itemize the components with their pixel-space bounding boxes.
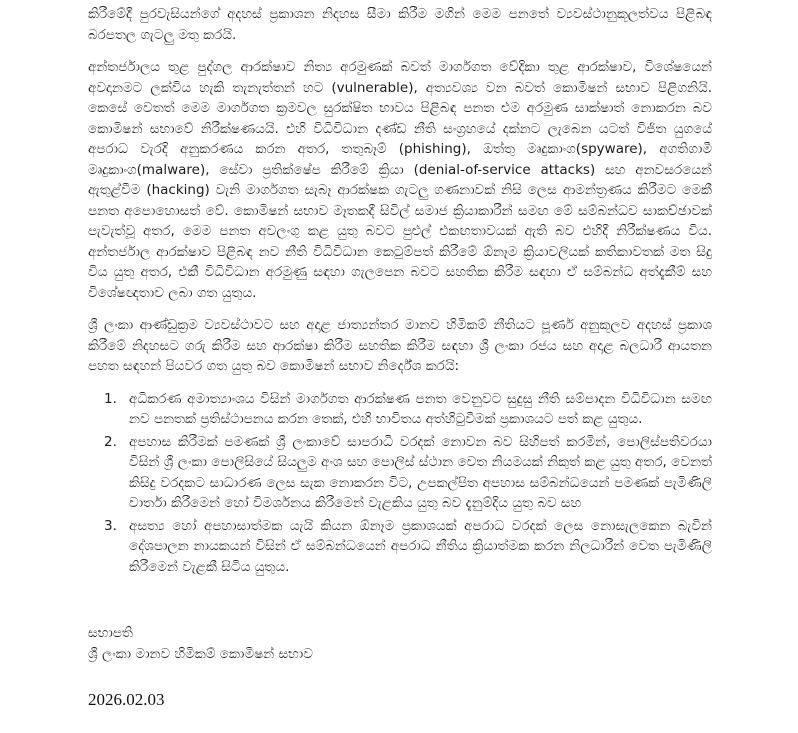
list-number-3: 3. — [104, 517, 117, 534]
recommendation-text-3: අසත්‍ය හෝ අපහාසාත්මක යැයි කියන ඕනෑම ප්‍රකාශයක් අපරාධ වරදක් ලෙස නොසැලකෙන බැවින් දේශපාලන නායකයන් විසින් ඒ සම්බන්ධයෙන් අපරාධ නීතිය ක්‍රියාත්මක කරන නිලධාරීන් වෙත පැමිණිලි කිරීමෙන් වැළකී සිටිය යුතුය. — [129, 517, 712, 575]
document-date: 2026.02.03 — [88, 690, 165, 709]
paragraph-3-recommendation-intro: ශ්‍රී ලංකා ආණ්ඩුක්‍රම ව්‍යවස්ථාවට සහ අදාළ ජාත්‍යන්තර මානව හිමිකම් නීතියට පූර්ණ අනුකූලව අදහස් ප්‍රකාශ කිරීමේ නිදහසට ගරු කිරීම සහ ආරක්ෂා කිරීම සහතික කිරීම සඳහා ශ්‍රී ලංකා රජය සහ අදාළ බලධාරී ආයතන පහත සඳහන් පියවර ගත යුතු බව කොමිෂන් සභාව නිර්දේශ කරයි: — [88, 317, 712, 374]
recommendation-item-1 — [88, 389, 712, 430]
paragraph-1: කිරීමේදී පුරවැසියන්ගේ අදහස් ප්‍රකාශන නිදහස සීමා කිරීම මගින් මෙම පනතේ ව්‍යවස්ථානුකූලත්වය පිළිබඳ බරපතල ගැටලු මතු කරයි. — [88, 6, 712, 43]
recommendation-text-1: අධිකරණ අමාත්‍යාංශය විසින් මාර්ගගත ආරක්ෂණ පනත වෙනුවට සුදුසු නීති සම්පාදන විධිවිධාන සමඟ නව පනතක් ප්‍රතිස්ථාපනය කරන තෙක්, එහි භාවිතය අත්හිටුවීමක් ප්‍රකාශයට පත් කළ යුතුය. — [129, 390, 712, 427]
recommendation-item-3 — [88, 516, 712, 578]
signature-block — [88, 623, 712, 664]
signatory-organization: ශ්‍රී ලංකා මානව හිමිකම් කොමිෂන් සභාව — [88, 645, 313, 662]
list-number-1: 1. — [104, 390, 117, 407]
signatory-title: සභාපති — [88, 625, 133, 641]
list-number-2: 2. — [104, 433, 117, 450]
recommendation-text-2: අපහාස කිරීමක් පමණක් ශ්‍රී ලංකාවේ සාපරාධී වරදක් නොවන බව සිහිපත් කරමින්, පොලිස්පතිවරයා විසින් ශ්‍රී ලංකා පොලිසියේ සියලුම අංශ සහ පොලිස් ස්ථාන වෙත නියමයක් නිකුත් කළ යුතු අතර, වෙනත් කිසිදු වරදකට සාධාරණ ලෙස සැක නොකරන විට, උපකල්පිත අපහාස සම්බන්ධයෙන් පමණක් පැමිණිලි වාර්තා කිරීමෙන් හෝ විමර්ශනය කිරීමෙන් වැළකිය යුතු බව දැනුම්දිය යුතු බව සහ — [129, 433, 712, 511]
recommendations-list — [88, 389, 712, 578]
paragraph-2: අන්තර්ජාලය තුළ පුද්ගල ආරක්ෂාව නිත්‍ය අරමුණක් බවත් මාර්ගගත වේදිකා තුළ ආරක්ෂාව, විශේෂයෙන් අවදානමට ලක්විය හැකි තැනැත්තන් හට (vulnerable), අත්‍යවශ්‍ය වන බවත් කොමිෂන් සභාව පිළිගනියි. කෙසේ වෙතත් මෙම මාර්ගගත ක්‍රමවල සුරක්ෂිත භාවය පිළිබඳ පනත එම අරමුණ සාක්ෂාත් නොකරන බව කොමිෂන් සභාවේ නිරීක්ෂණයයි. එහි විධිවිධාන දණ්ඩ නීති සංග්‍රහයේ දක්නට ලැබෙන යටත් විජිත යුගයේ අපරාධ වැරදි අනුකරණය කරන අතර, තතුබෑම් (phishing), ඔත්තු මෘදුකාංග(spyware), අගතිගාමී මෘදුකාංග(malware), සේවා ප්‍රතික්ෂේප කිරීමේ ක්‍රියා (denial-of-service attacks) සහ අනවසරයෙන් ඇතුළ්වීම (hacking) වැනි මාර්ගගත සැබෑ ආරක්ෂක ගැටලු ගණනාවක් නිසි ලෙස ආමන්ත්‍රණය කිරීමට මෙකී පනත අපොහොසත් වේ. කොමිෂන් සභාව මෑතකදී සිවිල් සමාජ ක්‍රියාකාරීන් සමඟ මේ සම්බන්ධව සාකච්ඡාවක් පැවැත්වූ අතර, මෙම පනත අවලංගු කළ යුතු බවට පුළුල් එකඟතාවයක් ඇති බව එහිදී නිරීක්ෂණය විය. අන්තර්ජාල ආරක්ෂාව පිළිබඳ නව නීති විධිවිධාන කෙටුම්පත් කිරීමේ ඕනෑම ක්‍රියාවලියක් කතිකාවතක් මත සිදු විය යුතු අතර, එකී විධිවිධාන අරමුණු සඳහා ගැලපෙන බවට සහතික කිරීම සඳහා ඒ සම්බන්ධ අත්දැකීම් සහ විශේෂඥතාව ලබා ගත යුතුය. — [88, 59, 712, 301]
recommendation-item-2 — [88, 432, 712, 514]
